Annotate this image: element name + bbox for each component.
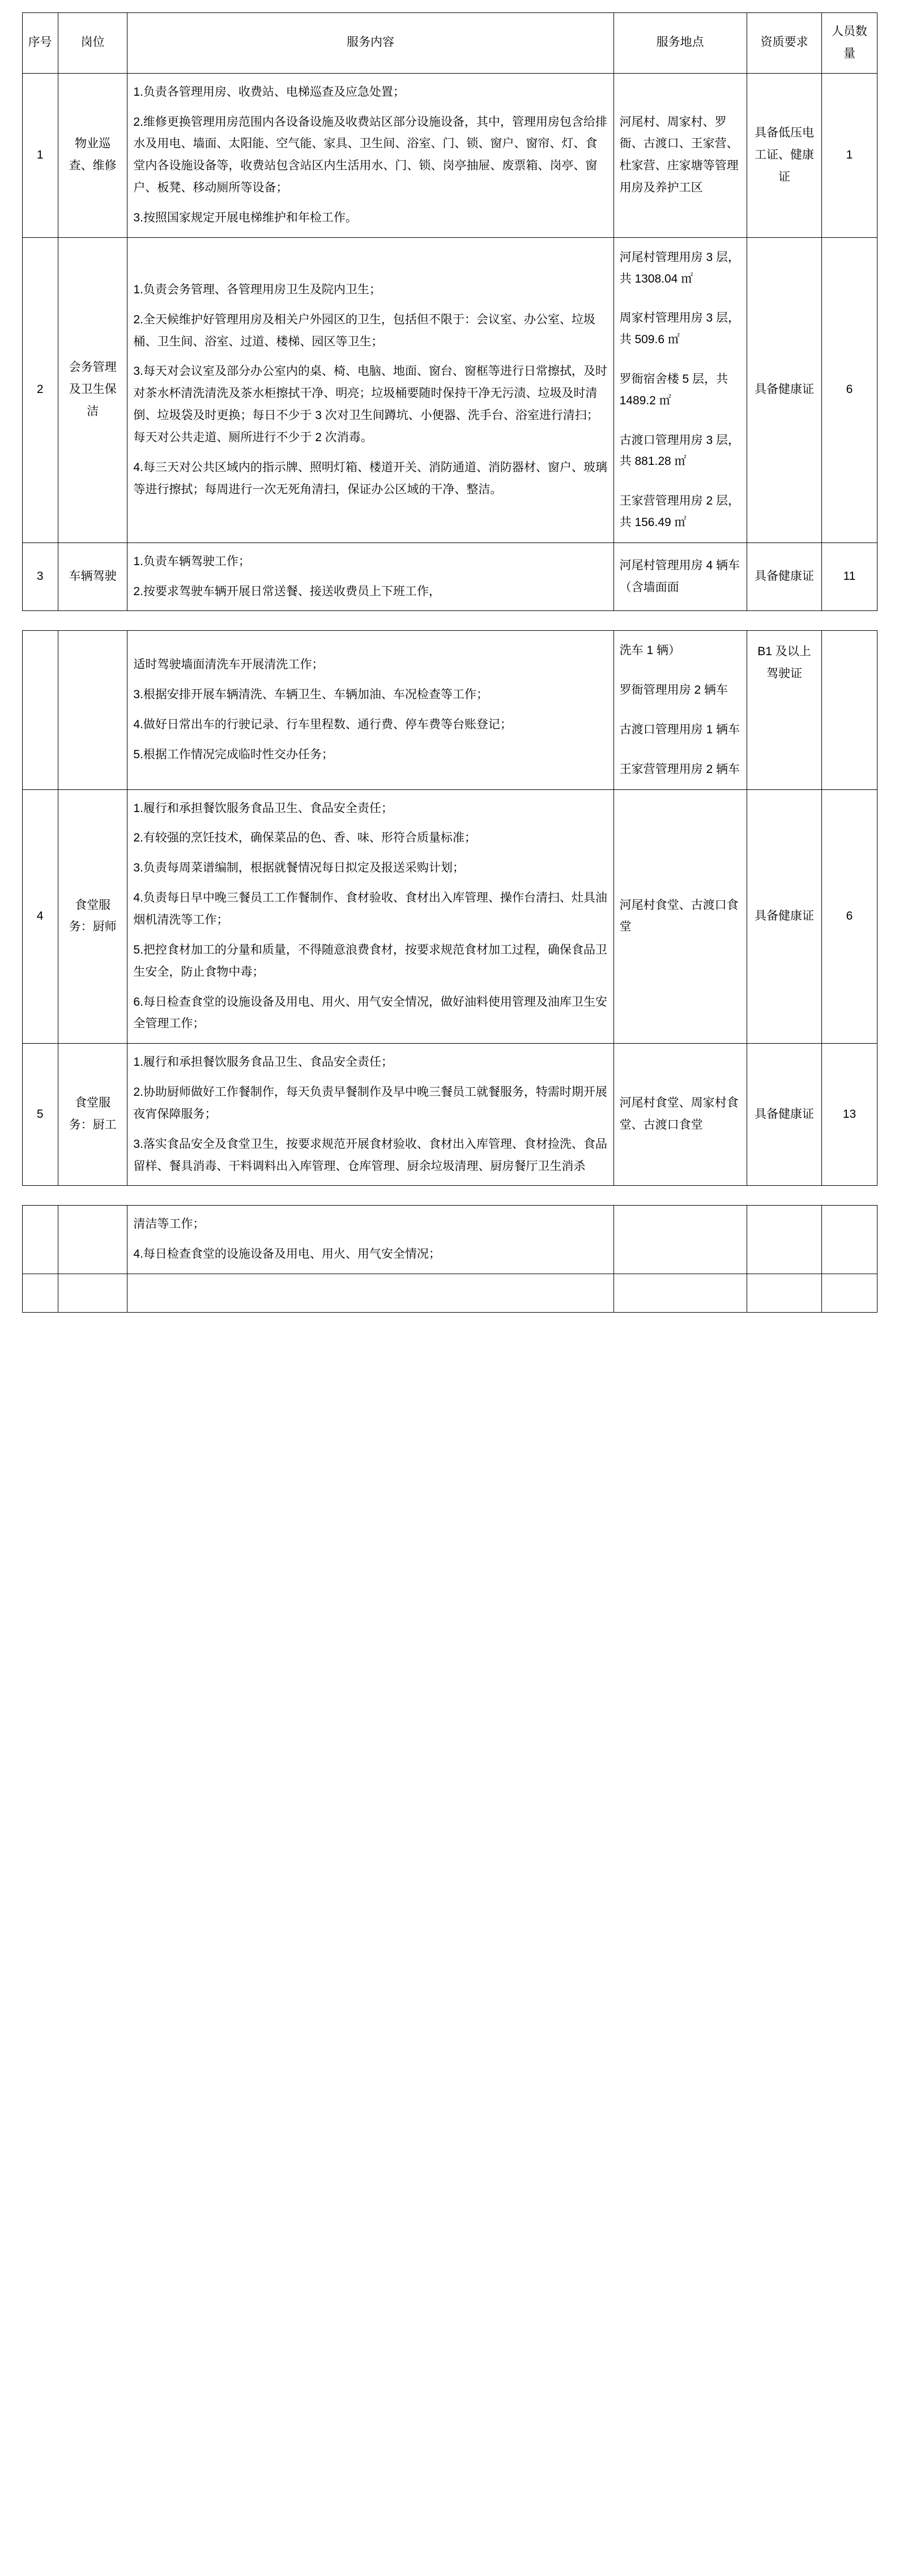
cell-place <box>613 542 747 611</box>
cell-post: 物业巡查、维修 <box>58 73 127 237</box>
header-content: 服务内容 <box>127 13 613 74</box>
content-line: 3.落实食品安全及食堂卫生，按要求规范开展食材验收、食材出入库管理、食材捡洗、食品留样、餐具消毒、干料调料出入库管理、仓库管理、厨余垃圾清理、厨房餐厅卫生消杀 <box>133 1137 607 1173</box>
cell-content <box>127 237 613 542</box>
content-line: 5.把控食材加工的分量和质量，不得随意浪费食材，按要求规范食材加工过程，确保食品卫生安全，防止食物中毒； <box>133 943 607 979</box>
header-count: 人员数量 <box>822 13 877 74</box>
table-row <box>22 789 877 1044</box>
cell-place <box>613 1274 747 1313</box>
cell-seq: 2 <box>22 237 58 542</box>
content-line: 6.每日检查食堂的设施设备及用电、用火、用气安全情况，做好油料使用管理及油库卫生安全管理工作； <box>133 995 607 1031</box>
content-line: 5.根据工作情况完成临时性交办任务； <box>133 747 334 761</box>
cell-count: 6 <box>822 237 877 542</box>
content-line: 3.负责每周菜谱编制，根据就餐情况每日拟定及报送采购计划； <box>133 861 465 875</box>
cell-post: 车辆驾驶 <box>58 542 127 611</box>
cell-qualification: 具备健康证 <box>747 542 822 611</box>
table-row <box>22 542 877 611</box>
cell-count <box>822 1206 877 1274</box>
cell-seq <box>22 1206 58 1274</box>
content-line: 3.每天对会议室及部分办公室内的桌、椅、电脑、地面、窗台、窗框等进行日常擦拭，及时对茶水杯清洗清洗及茶水柜擦拭干净、明亮；垃圾桶要随时保持干净无污渍、垃圾及时清倒、垃圾袋及时更换；每日不少于 3 次对卫生间蹲坑、小便器、洗手台、浴室进行清扫；每天对公共走道、厕所进行不少于 2 次消毒。 <box>133 365 607 444</box>
cell-qualification: 具备低压电工证、健康证 <box>747 73 822 237</box>
cell-qualification: 具备健康证 <box>747 237 822 542</box>
cell-post <box>58 1206 127 1274</box>
table-row <box>22 1274 877 1313</box>
place-line: 古渡口管理用房 1 辆车 <box>619 723 740 736</box>
cell-place <box>613 1206 747 1274</box>
place-line: 河尾村食堂、古渡口食堂 <box>619 898 739 934</box>
cell-place <box>613 73 747 237</box>
header-post: 岗位 <box>58 13 127 74</box>
content-line: 适时驾驶墙面清洗车开展清洗工作； <box>133 658 324 672</box>
service-table-part-1 <box>22 12 877 611</box>
content-line: 1.履行和承担餐饮服务食品卫生、食品安全责任； <box>133 801 393 815</box>
content-line: 2.协助厨师做好工作餐制作，每天负责早餐制作及早中晚三餐员工就餐服务，特需时期开展夜宵保障服务； <box>133 1086 607 1121</box>
content-line: 2.按要求驾驶车辆开展日常送餐、接送收费员上下班工作， <box>133 584 441 598</box>
table-row <box>22 237 877 542</box>
content-line: 3.按照国家规定开展电梯维护和年检工作。 <box>133 211 357 224</box>
content-line: 清洁等工作； <box>133 1217 205 1231</box>
cell-qualification: 具备健康证 <box>747 1044 822 1186</box>
cell-content <box>127 789 613 1044</box>
place-line: 王家营管理用房 2 层，共 156.49 ㎡ <box>619 494 740 529</box>
place-line: 河尾村、周家村、罗衙、古渡口、王家营、杜家营、庄家塘等管理用房及养护工区 <box>619 115 739 195</box>
place-line: 洗车 1 辆） <box>619 644 680 657</box>
page-break-gap <box>22 1186 877 1205</box>
cell-seq: 5 <box>22 1044 58 1186</box>
cell-place <box>613 237 747 542</box>
cell-post: 会务管理及卫生保洁 <box>58 237 127 542</box>
content-line: 4.做好日常出车的行驶记录、行车里程数、通行费、停车费等台账登记； <box>133 718 512 731</box>
place-line: 罗衙管理用房 2 辆车 <box>619 683 728 697</box>
cell-count <box>822 631 877 789</box>
content-line: 2.维修更换管理用房范围内各设备设施及收费站区部分设施设备，其中，管理用房包含给排水及用电、墙面、太阳能、空气能、家具、卫生间、浴室、门、锁、窗户、窗帘、灯、食堂内各设施设备等，收费站包含站区内生活用水、门、锁、岗亭抽屉、废票箱、岗亭、窗户、板凳、移动厕所等设备； <box>133 115 607 195</box>
cell-qualification <box>747 1274 822 1313</box>
place-subtable <box>614 238 747 542</box>
cell-seq <box>22 631 58 789</box>
place-line: 河尾村管理用房 3 层，共 1308.04 ㎡ <box>619 250 740 285</box>
cell-count <box>822 1274 877 1313</box>
table-row <box>22 1044 877 1186</box>
place-line: 罗衙宿舍楼 5 层，共 1489.2 ㎡ <box>619 372 728 407</box>
content-line: 3.根据安排开展车辆清洗、车辆卫生、车辆加油、车况检查等工作； <box>133 688 488 702</box>
content-line: 4.每三天对公共区域内的指示牌、照明灯箱、楼道开关、消防通道、消防器材、窗户、玻璃等进行擦拭；每周进行一次无死角清扫，保证办公区域的干净、整洁。 <box>133 460 607 496</box>
cell-content <box>127 631 613 789</box>
cell-qualification <box>747 1206 822 1274</box>
cell-count: 11 <box>822 542 877 611</box>
table-header-row <box>22 13 877 74</box>
cell-count: 6 <box>822 789 877 1044</box>
cell-seq <box>22 1274 58 1313</box>
service-table-part-2 <box>22 630 877 1186</box>
page-break-gap <box>22 611 877 630</box>
cell-place <box>613 789 747 1044</box>
cell-seq: 1 <box>22 73 58 237</box>
content-line: 2.有较强的烹饪技术，确保菜品的色、香、味、形符合质量标准； <box>133 831 476 845</box>
cell-content <box>127 542 613 611</box>
cell-post <box>58 1274 127 1313</box>
cell-place <box>613 1044 747 1186</box>
table-row <box>22 1206 877 1274</box>
cell-content <box>127 1274 613 1313</box>
header-qualification: 资质要求 <box>747 13 822 74</box>
cell-place <box>613 631 747 789</box>
cell-post: 食堂服务：厨师 <box>58 789 127 1044</box>
table-row <box>22 73 877 237</box>
cell-count: 1 <box>822 73 877 237</box>
cell-qualification: 具备健康证 <box>747 789 822 1044</box>
header-seq: 序号 <box>22 13 58 74</box>
place-line: 周家村管理用房 3 层，共 509.6 ㎡ <box>619 311 740 347</box>
content-line: 1.履行和承担餐饮服务食品卫生、食品安全责任； <box>133 1056 393 1069</box>
content-line: 2.全天候维护好管理用房及相关户外园区的卫生，包括但不限于：会议室、办公室、垃圾桶、卫生间、浴室、过道、楼梯、园区等卫生； <box>133 313 595 348</box>
cell-post: 食堂服务：厨工 <box>58 1044 127 1186</box>
content-line: 1.负责会务管理、各管理用房卫生及院内卫生； <box>133 283 381 296</box>
place-line: 王家营管理用房 2 辆车 <box>619 762 740 776</box>
place-line: 河尾村管理用房 4 辆车（含墙面面 <box>619 558 740 594</box>
cell-seq: 3 <box>22 542 58 611</box>
cell-content <box>127 1206 613 1274</box>
cell-content <box>127 73 613 237</box>
cell-post <box>58 631 127 789</box>
content-line: 1.负责各管理用房、收费站、电梯巡查及应急处置； <box>133 85 405 99</box>
table-row <box>22 631 877 789</box>
header-place: 服务地点 <box>613 13 747 74</box>
place-line: 河尾村食堂、周家村食堂、古渡口食堂 <box>619 1096 739 1132</box>
content-line: 4.每日检查食堂的设施设备及用电、用火、用气安全情况； <box>133 1248 441 1261</box>
service-table-part-3 <box>22 1205 877 1313</box>
place-subtable <box>614 631 747 789</box>
cell-content <box>127 1044 613 1186</box>
place-line: 古渡口管理用房 3 层，共 881.28 ㎡ <box>619 433 740 468</box>
cell-qualification: B1 及以上驾驶证 <box>747 631 822 789</box>
cell-count: 13 <box>822 1044 877 1186</box>
content-line: 1.负责车辆驾驶工作； <box>133 554 250 568</box>
content-line: 4.负责每日早中晚三餐员工工作餐制作、食材验收、食材出入库管理、操作台清扫、灶具油烟机清洗等工作； <box>133 891 607 926</box>
cell-seq: 4 <box>22 789 58 1044</box>
